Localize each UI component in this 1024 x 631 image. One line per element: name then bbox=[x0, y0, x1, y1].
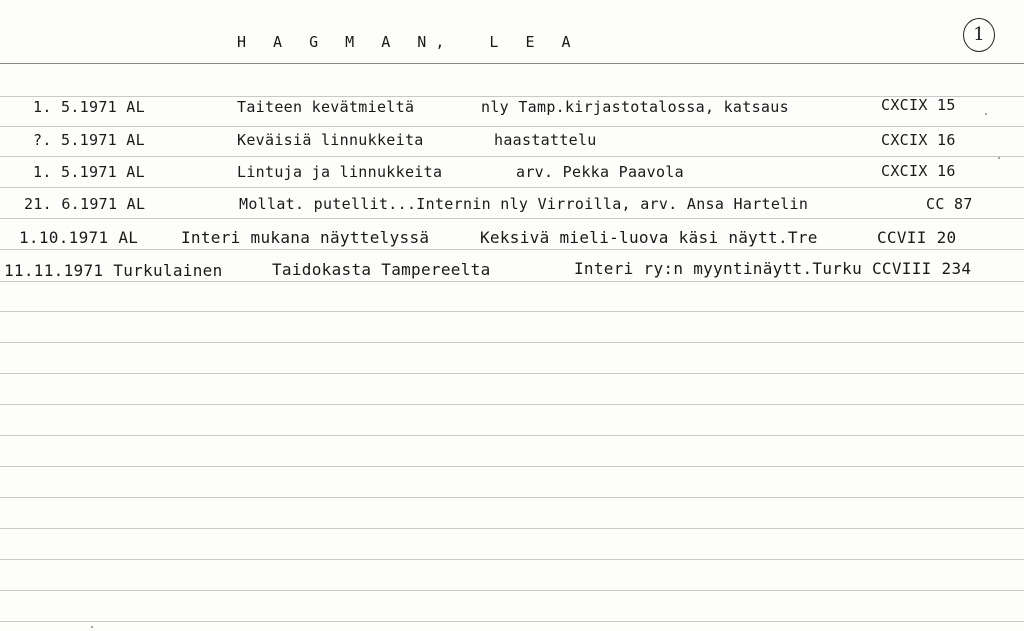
entry-date: 21. 6.1971 AL bbox=[24, 195, 146, 213]
entry-note: arv. Pekka Paavola bbox=[516, 163, 684, 181]
entry-note: nly Tamp.kirjastotalossa, katsaus bbox=[481, 98, 789, 116]
ruled-line bbox=[0, 404, 1024, 405]
ruled-line bbox=[0, 342, 1024, 343]
ruled-line bbox=[0, 249, 1024, 250]
ruled-line bbox=[0, 497, 1024, 498]
ruled-line bbox=[0, 559, 1024, 560]
header-rule bbox=[0, 63, 1024, 64]
entry-ref: CC 87 bbox=[926, 195, 973, 213]
entry-title: Lintuja ja linnukkeita bbox=[237, 163, 443, 181]
entry-note: haastattelu bbox=[494, 131, 597, 149]
entry-title: Taiteen kevätmieltä bbox=[237, 98, 415, 116]
entry-ref: CXCIX 16 bbox=[881, 131, 956, 149]
ruled-line bbox=[0, 590, 1024, 591]
entry-date: 1.10.1971 AL bbox=[19, 228, 139, 247]
entry-note: Interi ry:n myyntinäytt.Turku CCVIII 234 bbox=[574, 259, 972, 278]
entry-date: 11.11.1971 Turkulainen bbox=[4, 261, 223, 280]
card-number-stamp: 1 bbox=[963, 18, 995, 52]
entry-ref: CCVII 20 bbox=[877, 228, 957, 247]
ruled-line bbox=[0, 96, 1024, 97]
entry-date: ?. 5.1971 AL bbox=[33, 131, 145, 149]
entry-title: Mollat. putellit...Internin nly Virroilla, arv. Ansa Hartelin bbox=[239, 195, 809, 213]
ruled-line bbox=[0, 373, 1024, 374]
entry-ref: CXCIX 16 bbox=[881, 162, 956, 180]
ruled-line bbox=[0, 281, 1024, 282]
entry-ref: CXCIX 15 bbox=[881, 96, 956, 114]
entry-note: Keksivä mieli-luova käsi näytt.Tre bbox=[480, 228, 818, 247]
ruled-line bbox=[0, 126, 1024, 127]
entry-date: 1. 5.1971 AL bbox=[33, 163, 145, 181]
entry-title: Interi mukana näyttelyssä bbox=[181, 228, 430, 247]
ruled-line bbox=[0, 311, 1024, 312]
ruled-line bbox=[0, 466, 1024, 467]
ruled-line bbox=[0, 528, 1024, 529]
paper-speck bbox=[91, 626, 93, 628]
paper-speck bbox=[985, 113, 987, 115]
entry-date: 1. 5.1971 AL bbox=[33, 98, 145, 116]
ruled-line bbox=[0, 435, 1024, 436]
entry-title: Keväisiä linnukkeita bbox=[237, 131, 424, 149]
ruled-line bbox=[0, 156, 1024, 157]
entry-title: Taidokasta Tampereelta bbox=[272, 260, 491, 279]
ruled-line bbox=[0, 218, 1024, 219]
paper-speck bbox=[998, 157, 1000, 159]
ruled-line bbox=[0, 187, 1024, 188]
ruled-line bbox=[0, 621, 1024, 622]
card-title: H A G M A N, L E A bbox=[237, 33, 580, 51]
